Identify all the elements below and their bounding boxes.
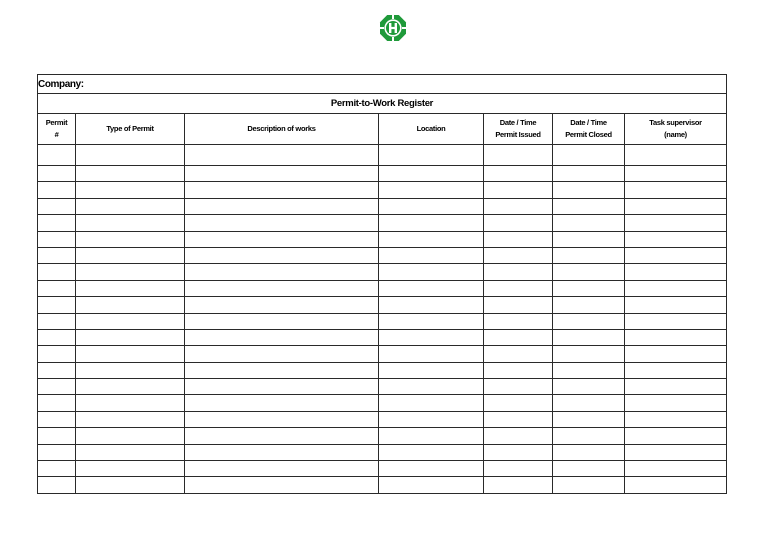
- cell-type-of-permit[interactable]: [76, 379, 185, 395]
- cell-type-of-permit[interactable]: [76, 264, 185, 280]
- cell-permit-number[interactable]: [38, 231, 76, 247]
- cell-date-time-closed[interactable]: [553, 231, 625, 247]
- cell-task-supervisor[interactable]: [625, 247, 727, 263]
- header-description-of-works: Description of works: [185, 114, 379, 145]
- cell-type-of-permit[interactable]: [76, 444, 185, 460]
- cell-location[interactable]: [379, 264, 484, 280]
- cell-type-of-permit[interactable]: [76, 231, 185, 247]
- cell-type-of-permit[interactable]: [76, 411, 185, 427]
- cell-location[interactable]: [379, 313, 484, 329]
- cell-date-time-issued[interactable]: [484, 166, 553, 182]
- cell-location[interactable]: [379, 198, 484, 214]
- cell-description-of-works[interactable]: [185, 215, 379, 231]
- header-date-time-closed: Date / Time Permit Closed: [553, 114, 625, 145]
- table-row: [38, 297, 727, 313]
- cell-date-time-closed[interactable]: [553, 477, 625, 493]
- table-row: [38, 329, 727, 345]
- table-row: [38, 247, 727, 263]
- company-field[interactable]: [38, 75, 727, 94]
- cell-permit-number[interactable]: [38, 182, 76, 198]
- cell-date-time-closed[interactable]: [553, 280, 625, 296]
- cell-task-supervisor[interactable]: [625, 182, 727, 198]
- cell-description-of-works[interactable]: [185, 395, 379, 411]
- cell-permit-number[interactable]: [38, 166, 76, 182]
- cell-location[interactable]: [379, 231, 484, 247]
- cell-task-supervisor[interactable]: [625, 313, 727, 329]
- cell-date-time-issued[interactable]: [484, 297, 553, 313]
- cell-task-supervisor[interactable]: [625, 428, 727, 444]
- cell-type-of-permit[interactable]: [76, 166, 185, 182]
- table-row: [38, 379, 727, 395]
- header-date-time-issued: Date / Time Permit Issued: [484, 114, 553, 145]
- cell-date-time-closed[interactable]: [553, 346, 625, 362]
- cell-permit-number[interactable]: [38, 428, 76, 444]
- cell-type-of-permit[interactable]: [76, 182, 185, 198]
- cell-task-supervisor[interactable]: [625, 461, 727, 477]
- cell-location[interactable]: [379, 329, 484, 345]
- cell-description-of-works[interactable]: [185, 411, 379, 427]
- cell-date-time-closed[interactable]: [553, 297, 625, 313]
- cell-location[interactable]: [379, 182, 484, 198]
- table-row: [38, 280, 727, 296]
- cell-date-time-issued[interactable]: [484, 362, 553, 378]
- table-row: [38, 461, 727, 477]
- table-row: [38, 362, 727, 378]
- cell-permit-number[interactable]: [38, 198, 76, 214]
- cell-type-of-permit[interactable]: [76, 280, 185, 296]
- cell-permit-number[interactable]: [38, 313, 76, 329]
- cell-permit-number[interactable]: [38, 297, 76, 313]
- cell-permit-number[interactable]: [38, 264, 76, 280]
- cell-type-of-permit[interactable]: [76, 297, 185, 313]
- h-octagon-logo-icon: [379, 14, 407, 42]
- company-row: [38, 75, 727, 94]
- cell-description-of-works[interactable]: [185, 280, 379, 296]
- cell-date-time-issued[interactable]: [484, 411, 553, 427]
- table-row: [38, 411, 727, 427]
- cell-date-time-closed[interactable]: [553, 166, 625, 182]
- cell-date-time-closed[interactable]: [553, 428, 625, 444]
- cell-date-time-issued[interactable]: [484, 280, 553, 296]
- cell-task-supervisor[interactable]: [625, 395, 727, 411]
- cell-date-time-issued[interactable]: [484, 379, 553, 395]
- table-row: [38, 444, 727, 460]
- header-type-of-permit: Type of Permit: [76, 114, 185, 145]
- cell-permit-number[interactable]: [38, 477, 76, 493]
- cell-task-supervisor[interactable]: [625, 444, 727, 460]
- cell-location[interactable]: [379, 166, 484, 182]
- cell-permit-number[interactable]: [38, 395, 76, 411]
- cell-task-supervisor[interactable]: [625, 329, 727, 345]
- cell-permit-number[interactable]: [38, 280, 76, 296]
- cell-date-time-closed[interactable]: [553, 461, 625, 477]
- cell-description-of-works[interactable]: [185, 428, 379, 444]
- cell-location[interactable]: [379, 297, 484, 313]
- table-row: [38, 166, 727, 182]
- cell-task-supervisor[interactable]: [625, 346, 727, 362]
- cell-description-of-works[interactable]: [185, 461, 379, 477]
- cell-description-of-works[interactable]: [185, 362, 379, 378]
- cell-date-time-issued[interactable]: [484, 428, 553, 444]
- cell-date-time-issued[interactable]: [484, 329, 553, 345]
- cell-date-time-closed[interactable]: [553, 329, 625, 345]
- cell-type-of-permit[interactable]: [76, 198, 185, 214]
- cell-task-supervisor[interactable]: [625, 379, 727, 395]
- permit-register-table: [37, 74, 727, 494]
- table-row: [38, 145, 727, 166]
- cell-description-of-works[interactable]: [185, 444, 379, 460]
- cell-type-of-permit[interactable]: [76, 215, 185, 231]
- table-row: [38, 395, 727, 411]
- cell-description-of-works[interactable]: [185, 477, 379, 493]
- cell-location[interactable]: [379, 428, 484, 444]
- cell-permit-number[interactable]: [38, 145, 76, 166]
- cell-date-time-closed[interactable]: [553, 145, 625, 166]
- cell-date-time-issued[interactable]: [484, 395, 553, 411]
- cell-description-of-works[interactable]: [185, 346, 379, 362]
- header-location: Location: [379, 114, 484, 145]
- cell-permit-number[interactable]: [38, 379, 76, 395]
- cell-date-time-closed[interactable]: [553, 444, 625, 460]
- cell-description-of-works[interactable]: [185, 264, 379, 280]
- cell-description-of-works[interactable]: [185, 198, 379, 214]
- cell-task-supervisor[interactable]: [625, 166, 727, 182]
- cell-description-of-works[interactable]: [185, 145, 379, 166]
- cell-type-of-permit[interactable]: [76, 428, 185, 444]
- cell-description-of-works[interactable]: [185, 231, 379, 247]
- cell-description-of-works[interactable]: [185, 297, 379, 313]
- cell-date-time-issued[interactable]: [484, 215, 553, 231]
- cell-location[interactable]: [379, 379, 484, 395]
- cell-task-supervisor[interactable]: [625, 231, 727, 247]
- cell-task-supervisor[interactable]: [625, 264, 727, 280]
- cell-location[interactable]: [379, 362, 484, 378]
- cell-permit-number[interactable]: [38, 215, 76, 231]
- cell-task-supervisor[interactable]: [625, 297, 727, 313]
- cell-date-time-issued[interactable]: [484, 444, 553, 460]
- cell-location[interactable]: [379, 477, 484, 493]
- header-task-supervisor: Task supervisor (name): [625, 114, 727, 145]
- cell-date-time-issued[interactable]: [484, 461, 553, 477]
- cell-description-of-works[interactable]: [185, 313, 379, 329]
- cell-date-time-closed[interactable]: [553, 379, 625, 395]
- cell-type-of-permit[interactable]: [76, 461, 185, 477]
- title-row: [38, 94, 727, 114]
- cell-type-of-permit[interactable]: [76, 313, 185, 329]
- cell-description-of-works[interactable]: [185, 166, 379, 182]
- cell-location[interactable]: [379, 461, 484, 477]
- table-row: [38, 346, 727, 362]
- cell-permit-number[interactable]: [38, 411, 76, 427]
- cell-date-time-issued[interactable]: [484, 313, 553, 329]
- cell-date-time-closed[interactable]: [553, 198, 625, 214]
- cell-location[interactable]: [379, 411, 484, 427]
- table-row: [38, 264, 727, 280]
- table-row: [38, 313, 727, 329]
- cell-location[interactable]: [379, 215, 484, 231]
- cell-location[interactable]: [379, 395, 484, 411]
- cell-location[interactable]: [379, 247, 484, 263]
- cell-date-time-closed[interactable]: [553, 182, 625, 198]
- cell-date-time-closed[interactable]: [553, 215, 625, 231]
- column-header-row: [38, 114, 727, 145]
- header-permit-number: Permit #: [38, 114, 76, 145]
- cell-task-supervisor[interactable]: [625, 362, 727, 378]
- cell-date-time-issued[interactable]: [484, 198, 553, 214]
- cell-date-time-issued[interactable]: [484, 145, 553, 166]
- cell-type-of-permit[interactable]: [76, 477, 185, 493]
- cell-description-of-works[interactable]: [185, 182, 379, 198]
- table-row: [38, 477, 727, 493]
- cell-date-time-closed[interactable]: [553, 411, 625, 427]
- cell-type-of-permit[interactable]: [76, 346, 185, 362]
- cell-location[interactable]: [379, 145, 484, 166]
- table-row: [38, 182, 727, 198]
- register-title: Permit-to-Work Register: [38, 94, 727, 114]
- cell-description-of-works[interactable]: [185, 379, 379, 395]
- company-label: Company:: [38, 78, 84, 90]
- cell-date-time-issued[interactable]: [484, 247, 553, 263]
- cell-permit-number[interactable]: [38, 444, 76, 460]
- cell-date-time-closed[interactable]: [553, 313, 625, 329]
- cell-task-supervisor[interactable]: [625, 215, 727, 231]
- table-row: [38, 231, 727, 247]
- cell-type-of-permit[interactable]: [76, 395, 185, 411]
- cell-permit-number[interactable]: [38, 362, 76, 378]
- cell-date-time-issued[interactable]: [484, 264, 553, 280]
- cell-task-supervisor[interactable]: [625, 477, 727, 493]
- cell-date-time-closed[interactable]: [553, 264, 625, 280]
- cell-task-supervisor[interactable]: [625, 145, 727, 166]
- cell-permit-number[interactable]: [38, 247, 76, 263]
- cell-permit-number[interactable]: [38, 346, 76, 362]
- cell-date-time-issued[interactable]: [484, 231, 553, 247]
- table-row: [38, 428, 727, 444]
- cell-type-of-permit[interactable]: [76, 329, 185, 345]
- cell-permit-number[interactable]: [38, 461, 76, 477]
- cell-date-time-issued[interactable]: [484, 182, 553, 198]
- table-row: [38, 198, 727, 214]
- cell-description-of-works[interactable]: [185, 329, 379, 345]
- cell-description-of-works[interactable]: [185, 247, 379, 263]
- cell-task-supervisor[interactable]: [625, 411, 727, 427]
- cell-date-time-closed[interactable]: [553, 395, 625, 411]
- cell-date-time-closed[interactable]: [553, 247, 625, 263]
- register-rows: [38, 145, 727, 494]
- cell-date-time-closed[interactable]: [553, 362, 625, 378]
- cell-date-time-issued[interactable]: [484, 346, 553, 362]
- cell-type-of-permit[interactable]: [76, 145, 185, 166]
- cell-task-supervisor[interactable]: [625, 280, 727, 296]
- cell-date-time-issued[interactable]: [484, 477, 553, 493]
- cell-type-of-permit[interactable]: [76, 362, 185, 378]
- cell-location[interactable]: [379, 280, 484, 296]
- cell-task-supervisor[interactable]: [625, 198, 727, 214]
- cell-location[interactable]: [379, 444, 484, 460]
- company-logo: [379, 14, 407, 42]
- cell-location[interactable]: [379, 346, 484, 362]
- cell-permit-number[interactable]: [38, 329, 76, 345]
- cell-type-of-permit[interactable]: [76, 247, 185, 263]
- table-row: [38, 215, 727, 231]
